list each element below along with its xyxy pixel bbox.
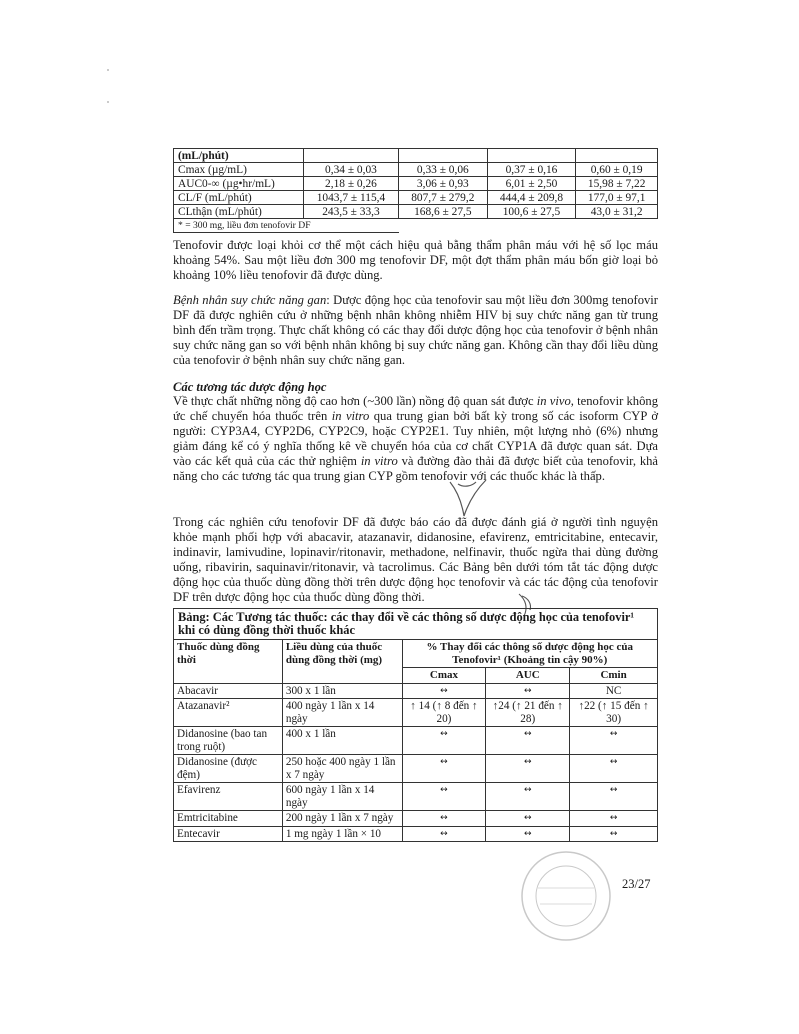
table-row	[174, 205, 658, 219]
table-cell: 2,18 ± 0,26	[303, 177, 398, 191]
table-cell: 15,98 ± 7,22	[576, 177, 658, 191]
auc-cell: ↔	[486, 683, 570, 699]
paragraph-studies: Trong các nghiên cứu tenofovir DF đã được báo cáo đã được đánh giá ở người tình nguyện khỏe mạnh phối hợp với abacavir, atazanavir, didanosine, efavirenz, emtricitabine, entecavir, indinavir, lamivudine, lopinavir/ritonavir, methadone, nelfinavir, thuốc ngừa thai dùng đường uống, ribavirin, saquinavir/ritonavir, và tacrolimus. Các Bảng bên dưới tóm tắt tác động dược động học của thuốc dùng đồng thời trên dược động học tenofovir và các tác động của tenofovir DF trên dược động học của thuốc dùng đồng thời.	[173, 515, 658, 604]
section-heading: Các tương tác dược động học	[173, 380, 327, 394]
cmin-cell: ↑22 (↑ 15 đến ↑ 30)	[570, 699, 658, 727]
paragraph-interactions	[173, 394, 658, 484]
dose-cell: 600 ngày 1 lần x 14 ngày	[282, 783, 402, 811]
auc-cell: ↔	[486, 755, 570, 783]
dose-cell: 200 ngày 1 lần x 7 ngày	[282, 811, 402, 827]
column-header-change: % Thay đổi các thông số dược động học của Tenofovir¹ (Khoảng tin cậy 90%)	[402, 640, 657, 668]
drug-cell: Didanosine (được đệm)	[174, 755, 283, 783]
table-cell: 243,5 ± 33,3	[303, 205, 398, 219]
table-row	[174, 699, 658, 727]
text-run-italic: in vitro	[360, 454, 398, 468]
table-footnote: * = 300 mg, liều đơn tenofovir DF	[174, 219, 399, 233]
table-row	[174, 191, 658, 205]
text-run: Về thực chất những nồng độ cao hơn (~300 lần) nồng độ quan sát được	[173, 394, 537, 408]
dose-cell: 1 mg ngày 1 lần × 10	[282, 826, 402, 842]
table-row	[174, 683, 658, 699]
drug-cell: Didanosine (bao tan trong ruột)	[174, 727, 283, 755]
table-cell	[399, 219, 658, 233]
text-run: qua trung gian bởi bất kỳ trong số các isoform CYP ở người: CYP3A4, CYP2D6, CYP2C9, hoặc CYP2E1. Tuy nhiên, một lượng nhỏ (6%) nhưng giảm đáng kể có ý nghĩa thống kê về chuyển hóa của cơ chất CYP1A đã được quan sát. Dựa vào các kết quả của các thử nghiệm	[173, 409, 658, 468]
cmin-cell: ↔	[570, 826, 658, 842]
table-cell: 168,6 ± 27,5	[399, 205, 488, 219]
column-header-drug: Thuốc dùng đồng thời	[174, 640, 283, 684]
cmin-cell: ↔	[570, 727, 658, 755]
pk-table	[173, 148, 658, 233]
text-run: , tenofovir không ức chế chuyển hóa thuốc trên	[173, 394, 658, 423]
table-header-row	[174, 640, 658, 668]
paragraph-label: Bệnh nhân suy chức năng gan	[173, 293, 327, 307]
text-run-italic: in vitro	[331, 409, 370, 423]
table-cell: 807,7 ± 279,2	[399, 191, 488, 205]
text-run: và đường đào thải đã được biết của tenofovir, khả năng cho các tương tác qua trung gian CYP gồm tenofovir với các thuốc khác là thấp.	[173, 454, 658, 483]
cmax-cell: ↔	[402, 755, 486, 783]
cmax-cell: ↔	[402, 727, 486, 755]
table-cell: 1043,7 ± 115,4	[303, 191, 398, 205]
drug-cell: Atazanavir²	[174, 699, 283, 727]
table-cell	[399, 149, 488, 163]
table-row	[174, 826, 658, 842]
cmax-cell: ↔	[402, 811, 486, 827]
table-cell	[303, 149, 398, 163]
drug-cell: Emtricitabine	[174, 811, 283, 827]
drug-cell: Abacavir	[174, 683, 283, 699]
dose-cell: 250 hoặc 400 ngày 1 lần x 7 ngày	[282, 755, 402, 783]
drug-cell: Efavirenz	[174, 783, 283, 811]
auc-cell: ↑24 (↑ 21 đến ↑ 28)	[486, 699, 570, 727]
table-row	[174, 177, 658, 191]
table-cell: 3,06 ± 0,93	[399, 177, 488, 191]
table-cell: 0,60 ± 0,19	[576, 163, 658, 177]
table-row	[174, 609, 658, 640]
seal-stamp	[518, 848, 614, 944]
table-cell: 6,01 ± 2,50	[487, 177, 576, 191]
table-cell: 177,0 ± 97,1	[576, 191, 658, 205]
table-row	[174, 163, 658, 177]
table-cell: 100,6 ± 27,5	[487, 205, 576, 219]
cmax-cell: ↔	[402, 683, 486, 699]
table-cell: AUC0-∞ (µg•hr/mL)	[174, 177, 304, 191]
interaction-table	[173, 608, 658, 842]
column-header-auc: AUC	[486, 668, 570, 684]
auc-cell: ↔	[486, 811, 570, 827]
auc-cell: ↔	[486, 826, 570, 842]
cmax-cell: ↔	[402, 783, 486, 811]
table-cell: 0,37 ± 0,16	[487, 163, 576, 177]
table-cell: Cmax (µg/mL)	[174, 163, 304, 177]
table-cell: 43,0 ± 31,2	[576, 205, 658, 219]
paragraph-text: : Dược động học của tenofovir sau một liều đơn 300mg tenofovir DF đã được nghiên cứu ở những bệnh nhân không nhiễm HIV bị suy chức năng gan từ trung bình đến trầm trọng. Thực chất không có các thay đổi dược động học của tenofovir ở bệnh nhân suy chức năng gan so với bệnh nhân không bị suy chức năng gan. Không cần thay đổi liều dùng của tenofovir ở bệnh nhân suy chức năng gan.	[173, 293, 658, 367]
table-row	[174, 811, 658, 827]
table-title: Bảng: Các Tương tác thuốc: các thay đổi về các thông số dược động học của tenofovir¹ khi có dùng đồng thời thuốc khác	[174, 609, 658, 640]
page-number: 23/27	[622, 877, 651, 891]
table-cell: 0,34 ± 0,03	[303, 163, 398, 177]
table-cell	[576, 149, 658, 163]
text-run-italic: in vivo	[536, 394, 571, 408]
table-cell: 444,4 ± 209,8	[487, 191, 576, 205]
dose-cell: 300 x 1 lần	[282, 683, 402, 699]
table-cell: CL/F (mL/phút)	[174, 191, 304, 205]
paragraph-hemodialysis: Tenofovir được loại khỏi cơ thể một cách hiệu quả bằng thẩm phân máu với hệ số lọc máu khoảng 54%. Sau một liều đơn 300 mg tenofovir DF, một đợt thẩm phân máu bốn giờ loại bỏ khoảng 10% liều tenofovir đã được dùng.	[173, 238, 658, 282]
column-header-cmax: Cmax	[402, 668, 486, 684]
table-row	[174, 783, 658, 811]
column-header-dose: Liều dùng của thuốc dùng đồng thời (mg)	[282, 640, 402, 684]
cmin-cell: ↔	[570, 755, 658, 783]
table-cell: (mL/phút)	[174, 149, 304, 163]
dose-cell: 400 x 1 lần	[282, 727, 402, 755]
table-row	[174, 219, 658, 233]
dose-cell: 400 ngày 1 lần x 14 ngày	[282, 699, 402, 727]
table-row	[174, 149, 658, 163]
scan-speck	[107, 101, 109, 103]
drug-cell: Entecavir	[174, 826, 283, 842]
cmin-cell: ↔	[570, 811, 658, 827]
handwritten-mark	[444, 478, 490, 520]
cmax-cell: ↔	[402, 826, 486, 842]
table-cell	[487, 149, 576, 163]
column-header-cmin: Cmin	[570, 668, 658, 684]
paragraph-hepatic-impairment	[173, 293, 658, 368]
auc-cell: ↔	[486, 727, 570, 755]
cmin-cell: NC	[570, 683, 658, 699]
cmax-cell: ↑ 14 (↑ 8 đến ↑ 20)	[402, 699, 486, 727]
table-row	[174, 755, 658, 783]
table-cell: CLthận (mL/phút)	[174, 205, 304, 219]
table-row	[174, 727, 658, 755]
cmin-cell: ↔	[570, 783, 658, 811]
auc-cell: ↔	[486, 783, 570, 811]
scan-speck	[107, 69, 109, 71]
table-cell: 0,33 ± 0,06	[399, 163, 488, 177]
